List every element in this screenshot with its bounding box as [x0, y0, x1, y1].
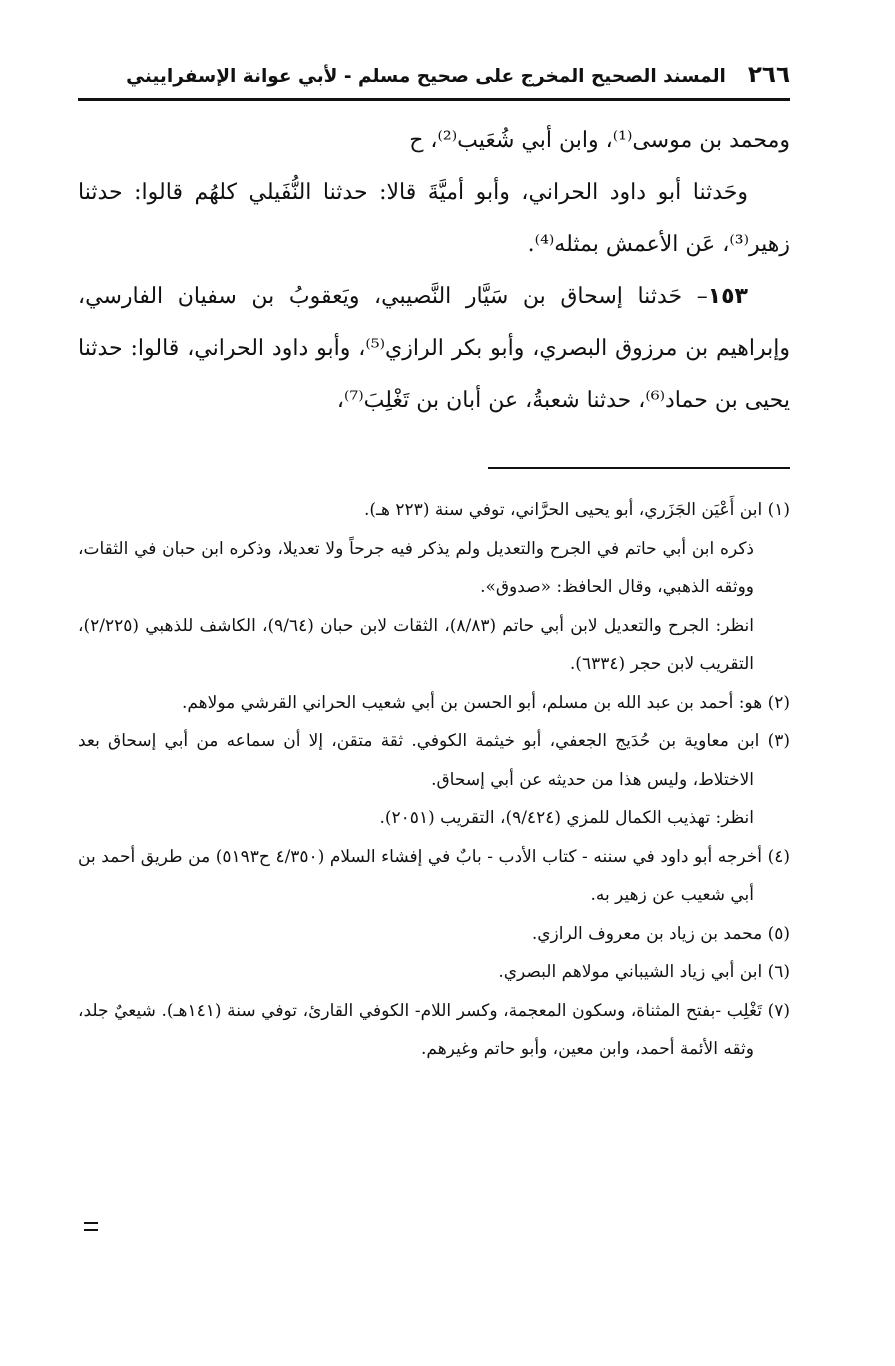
isnad-line: ومحمد بن موسى⁽¹⁾، وابن أبي شُعَيب⁽²⁾، ح	[409, 128, 790, 153]
footnote-7: (٧) تَغْلِب -بفتح المثناة، وسكون المعجمة، وكسر اللام- الكوفي القارئ، توفي سنة (١٤١هـ). شيعيٌ جلد، وثقه الأئمة أحمد، وابن معين، وأبو حاتم وغيرهم.	[78, 1000, 790, 1059]
isnad-paragraph: وحَدثنا أبو داود الحراني، وأبو أميَّةَ قالا: حدثنا النُّفَيلي كلهُم قالوا: حدثنا زهير⁽³⁾، عَن الأعمش بمثله⁽⁴⁾.	[78, 180, 790, 257]
hadith-paragraph	[78, 271, 790, 427]
book-title: المسند الصحيح المخرج على صحيح مسلم - لأبي عوانة الإسفراييني	[126, 66, 726, 87]
footnote-separator	[488, 467, 790, 469]
footnote-3: (٣) ابن معاوية بن حُدَيج الجعفي، أبو خيثمة الكوفي. ثقة متقن، إلا أن سماعه من أبي إسحاق بعد الاختلاط، وليس هذا من حديثه عن أبي إسحاق.	[78, 731, 790, 790]
page-number: ٢٦٦	[747, 62, 790, 88]
footnote-1: (١) ابن أَعْيَن الجَزَري، أبو يحيى الحرَّاني، توفي سنة (٢٢٣ هـ).	[364, 500, 790, 520]
footnote-3-sources: انظر: تهذيب الكمال للمزي (٩/٤٢٤)، التقريب (٢٠٥١).	[379, 808, 754, 828]
footnote-6: (٦) ابن أبي زياد الشيباني مولاهم البصري.	[498, 962, 790, 982]
hadith-number: ١٥٣	[707, 284, 748, 309]
footnote-4: (٤) أخرجه أبو داود في سننه - كتاب الأدب - بابٌ في إفشاء السلام (٤/٣٥٠ ح٥١٩٣) من طريق أحمد بن أبي شعيب عن زهير به.	[78, 846, 790, 905]
footnote-1-detail: ذكره ابن أبي حاتم في الجرح والتعديل ولم يذكر فيه جرحاً ولا تعديلا، وذكره ابن حبان في الثقات، ووثقه الذهبي، وقال الحافظ: «صدوق».	[78, 538, 754, 597]
footnote-2: (٢) هو: أحمد بن عبد الله بن مسلم، أبو الحسن بن أبي شعيب الحراني القرشي مولاهم.	[181, 692, 790, 713]
footnote-1-sources: انظر: الجرح والتعديل لابن أبي حاتم (٨/٨٣)، الثقات لابن حبان (٩/٦٤)، الكاشف للذهبي (٢/٢٢٥)، التقريب لابن حجر (٦٣٣٤).	[78, 615, 754, 674]
page-end-mark	[84, 1222, 98, 1231]
book-page	[78, 62, 790, 1069]
footnotes	[78, 491, 790, 1069]
running-head	[78, 62, 790, 96]
main-text	[78, 115, 790, 427]
header-rule	[78, 98, 790, 101]
hadith-text: – حَدثنا إسحاق بن سَيَّار النَّصيبي، ويَعقوبُ بن سفيان الفارسي، وإبراهيم بن مرزوق البصري، وأبو بكر الرازي⁽⁵⁾، وأبو داود الحراني، قالوا: حدثنا يحيى بن حماد⁽⁶⁾، حدثنا شعبةُ، عن أبان بن تَغْلِبَ⁽⁷⁾،	[78, 284, 790, 413]
footnote-5: (٥) محمد بن زياد بن معروف الرازي.	[531, 923, 790, 944]
